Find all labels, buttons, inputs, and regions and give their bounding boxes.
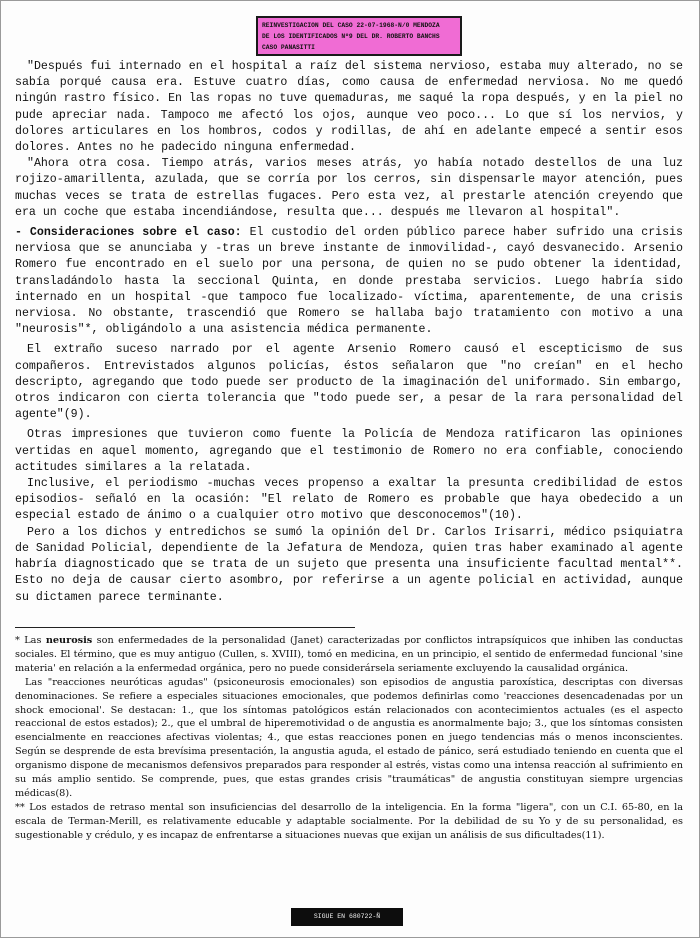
- considerations-text: El custodio del orden público parece haber sufrido una crisis nerviosa que se anunciaba y -tras un breve instante de inmovilidad-, cayó desvanecido. Arsenio Romero fue encontrado en el suelo por una persona, de quien no se pudo obtener la identidad, transladándolo hasta la seccional Quinta, en donde prestaba servicios. Luego habría sido internado en un hospital -que tampoco fue localizado- víctima, aparentemente, de una crisis nerviosa. No obstante, trascendió que Romero se hallaba bajo tratamiento con motivo a una "neurosis"*, obligándolo a una asistencia médica permanente.: [15, 226, 683, 337]
- paragraph-testimony-1: "Después fui internado en el hospital a raíz del sistema nervioso, estaba muy alterado, no se sabía porqué causa era. Estuve cuatro días, como causa de enfermedad nerviosa. No me quedó ningún rastro físico. En las ropas no tuve quemaduras, me saqué la ropa después, y en la piel no pude apreciar nada. Tampoco me afectó los ojos, aunque veo poco... Lo que sí los nervios, y dolores articulares en los hombros, codos y rodillas, de ahí en adelante empecé a sentir esos dolores. Antes no he padecido ninguna enfermedad.: [15, 60, 683, 155]
- footnote-term: neurosis: [45, 635, 93, 646]
- case-header-box: [256, 16, 462, 56]
- footnote-acute-reactions: Las "reacciones neuróticas agudas" (psiconeurosis emocionales) son episodios de angustia paroxística, descriptas con diversas denominaciones. Se refiere a especiales situaciones emocionales, que podemos definirlas como 'reacciones desencadenadas por un shock emocional'. Se destacan: 1., que los síntomas patológicos están relacionados con acontecimientos actuales (es el aspecto reaccional de estos estados); 2., que el umbral de hiperemotividad o de angustia es anormalmente bajo; 3., que los síntomas consisten esencialmente en reacciones afectivas violentas; 4., que estas reacciones ponen en juego tendencias más o menos inconscientes. Según se desprende de esta brevísima presentación, la angustia aguda, el estado de pánico, será estudiado teniendo en cuenta que el organismo dispone de mecanismos defensivos preparados para responder al estrés, vistas como una intensa reacción al sufrimiento en su más amplio sentido. Se comprende, pues, que estas grandes crisis "traumáticas" de angustia constituyan siempre urgencias médicas(8).: [15, 676, 683, 799]
- footnote-divider: [15, 627, 355, 628]
- paragraph-skepticism: El extraño suceso narrado por el agente Arsenio Romero causó el escepticismo de sus compañeros. Entrevistados algunos policías, éstos señalaron que "no creían" en el hecho descripto, agregando que todo puede ser producto de la imaginación del uniformado. Sin embargo, otros indicaron con cierta tolerancia que "todo puede ser, a pesar de la rara personalidad del agente"(9).: [15, 343, 683, 422]
- paragraph-police-impressions: Otras impresiones que tuvieron como fuente la Policía de Mendoza ratificaron las opiniones vertidas en aquel momento, agregando que el testimonio de Romero no era confiable, conociendo actitudes similares a la relatada.: [15, 428, 683, 474]
- footnote-neurosis-text: son enfermedades de la personalidad (Janet) caracterizadas por conflictos intrapsíquicos que inhiben las conductas sociales. El término, que es muy antiguo (Cullen, s. XVIII), tomó en medicina, en un principio, el sentido de enfermedad funcional 'sine materia' en relación a la enfermedad orgánica, pero no puede considerársela seriamente excluyendo la causalidad orgánica.: [15, 635, 683, 674]
- paragraph-psychiatrist: Pero a los dichos y entredichos se sumó la opinión del Dr. Carlos Irisarri, médico psiquiatra de Sanidad Policial, dependiente de la Jefatura de Mendoza, quien tras haber examinado al agente habría diagnosticado que se trata de un sujeto que presenta una insuficiente facultad mental**. Esto no deja de causar cierto asombro, por referirse a un agente policial en actividad, aunque su dictamen parece terminante.: [15, 525, 683, 604]
- paragraph-testimony-2: "Ahora otra cosa. Tiempo atrás, varios meses atrás, yo había notado destellos de una luz rojizo-amarillenta, azulada, que se corría por los cerros, sin dispensarle mayor atención, pues muchas veces se trata de estrellas fugaces. Pero esta vez, al prestarle atención creyendo que era un coche que estaba incendiándose, resulta que... después me llevaron al hospital".: [15, 157, 683, 219]
- continues-label: SIGUE EN 680722-Ñ: [291, 908, 403, 926]
- footnote-mark: * Las: [15, 635, 46, 646]
- paragraph-press: Inclusive, el periodismo -muchas veces propenso a exaltar la presunta credibilidad de estos episodios- señaló en la ocasión: "El relato de Romero es probable que haya obedecido a un especial estado de ánimo o a cualquier otro motivo que desconocemos"(10).: [15, 477, 683, 523]
- footnotes: [15, 634, 683, 843]
- header-line-1: REINVESTIGACION DEL CASO 22-07-1968-N/0 MENDOZA: [262, 22, 440, 29]
- footnote-mental-retardation: ** Los estados de retraso mental son insuficiencias del desarrollo de la inteligencia. En la forma "ligera", con un C.I. 65-80, en la escala de Terman-Merill, es relativamente educable y adaptable socialmente. Por la debilidad de su Yo y de su personalidad, es sugestionable y crédulo, y es incapaz de enfrentarse a situaciones nuevas que exijan un análisis de sus dificultades(11).: [15, 801, 683, 841]
- footnote-neurosis: [15, 634, 683, 676]
- header-line-3: CASO PANASITTI: [262, 44, 315, 51]
- paragraph-considerations: [15, 225, 683, 338]
- header-line-2: DE LOS IDENTIFICADOS Nº9 DEL DR. ROBERTO BANCHS: [262, 33, 440, 40]
- considerations-heading: - Consideraciones sobre el caso:: [15, 226, 242, 240]
- main-text: [15, 59, 683, 606]
